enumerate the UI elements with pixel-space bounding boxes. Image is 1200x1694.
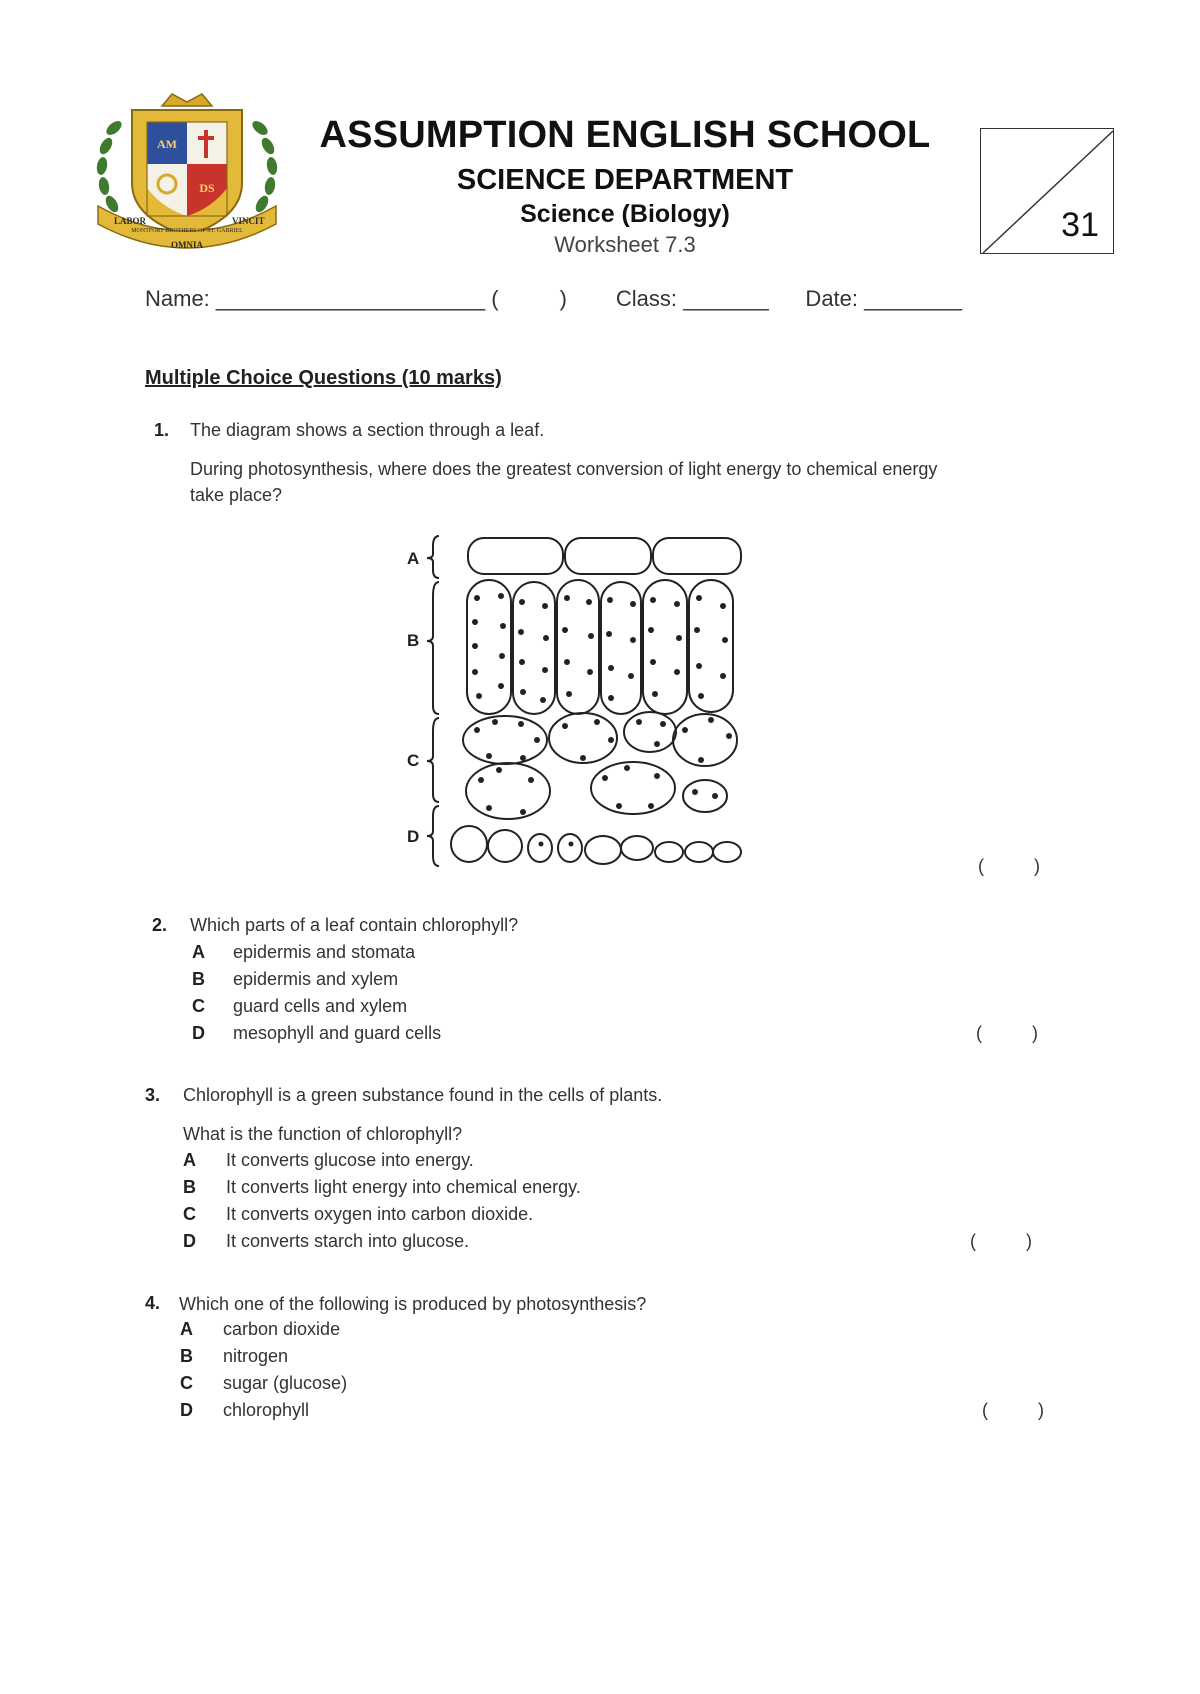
option-text: nitrogen [223,1346,289,1366]
spongy-cell [683,780,727,812]
option-text: guard cells and xylem [233,996,408,1016]
palisade-cell [557,580,599,714]
option-letter: C [183,1204,196,1224]
option-text: It converts light energy into chemical energy. [226,1177,581,1197]
score-total: 31 [1061,206,1099,244]
option-text: It converts oxygen into carbon dioxide. [226,1204,534,1224]
lower-epidermis-cell [655,842,683,862]
option-text: It converts glucose into energy. [226,1150,474,1170]
question-text: Which parts of a leaf contain chlorophyll? [190,915,519,935]
option-text: epidermis and xylem [233,969,399,989]
question-text: The diagram shows a section through a leaf. [190,420,545,440]
lower-epidermis-cell [621,836,653,860]
option-letter: C [192,996,205,1016]
diagram-label-a: A [407,549,420,568]
svg-text:VINCIT: VINCIT [232,216,265,226]
epidermis-cell [565,538,651,574]
bracket-a [427,536,439,578]
question-number: 1. [154,420,170,440]
guard-cell [558,834,582,862]
option-letter: B [192,969,205,989]
option-text: mesophyll and guard cells [233,1023,442,1043]
palisade-cell [689,580,733,712]
lower-epidermis-cell [685,842,713,862]
spongy-cell [624,712,676,752]
spongy-cell [673,714,737,766]
question-subtext: What is the function of chlorophyll? [183,1124,463,1144]
student-details-line: Name: ______________________ ( ) Class: _______ Date: ________ [145,286,963,311]
subject-title: Science (Biology) [520,200,730,228]
lower-epidermis-cell [585,836,621,864]
question-number: 2. [152,915,168,935]
department-name: SCIENCE DEPARTMENT [456,164,794,196]
question-number: 4. [145,1293,161,1313]
worksheet-number: Worksheet 7.3 [554,232,696,257]
option-letter: B [183,1177,196,1197]
school-name: ASSUMPTION ENGLISH SCHOOL [319,114,931,156]
section-title: Multiple Choice Questions (10 marks) [145,367,502,389]
option-letter: B [180,1346,193,1366]
svg-text:AM: AM [157,137,177,151]
answer-bracket: ( ) [976,1023,1038,1043]
option-text: carbon dioxide [223,1319,341,1339]
lower-epidermis-cell [488,830,522,862]
diagram-label-b: B [407,631,420,650]
option-letter: D [192,1023,205,1043]
option-letter: A [183,1150,196,1170]
svg-text:OMNIA: OMNIA [171,240,203,250]
lower-epidermis-cell [713,842,741,862]
option-letter: C [180,1373,193,1393]
answer-bracket: ( ) [982,1400,1044,1420]
svg-text:DS: DS [199,181,215,195]
score-box [980,128,1114,254]
school-crest-logo [92,88,282,258]
diagram-label-d: D [407,827,420,846]
question-text: During photosynthesis, where does the greatest conversion of light energy to chemical energy [190,459,938,479]
epidermis-cell [468,538,563,574]
diagram-label-c: C [407,751,420,770]
epidermis-cell [653,538,741,574]
spongy-cell [591,762,675,814]
option-text: sugar (glucose) [223,1373,348,1393]
answer-bracket: ( ) [970,1231,1032,1251]
svg-text:LABOR: LABOR [114,216,147,226]
option-letter: A [192,942,205,962]
bracket-b [427,582,439,714]
bracket-c [427,718,439,802]
spongy-cell [466,763,550,819]
answer-bracket: ( ) [978,856,1040,876]
lower-epidermis-cell [451,826,487,862]
option-letter: D [180,1400,193,1420]
leaf-cross-section-diagram [405,526,760,868]
option-text: epidermis and stomata [233,942,416,962]
option-letter: D [183,1231,196,1251]
bracket-d [427,806,439,866]
option-text: It converts starch into glucose. [226,1231,470,1251]
svg-text:MONTFORT BROTHERS OF ST. GABRI: MONTFORT BROTHERS OF ST. GABRIEL [131,228,243,234]
question-text: Chlorophyll is a green substance found in the cells of plants. [183,1085,663,1105]
palisade-cell [643,580,687,714]
question-text: take place? [190,485,283,505]
option-text: chlorophyll [223,1400,310,1420]
guard-cell [528,834,552,862]
question-text: Which one of the following is produced by photosynthesis? [179,1294,647,1314]
option-letter: A [180,1319,193,1339]
question-number: 3. [145,1085,161,1105]
